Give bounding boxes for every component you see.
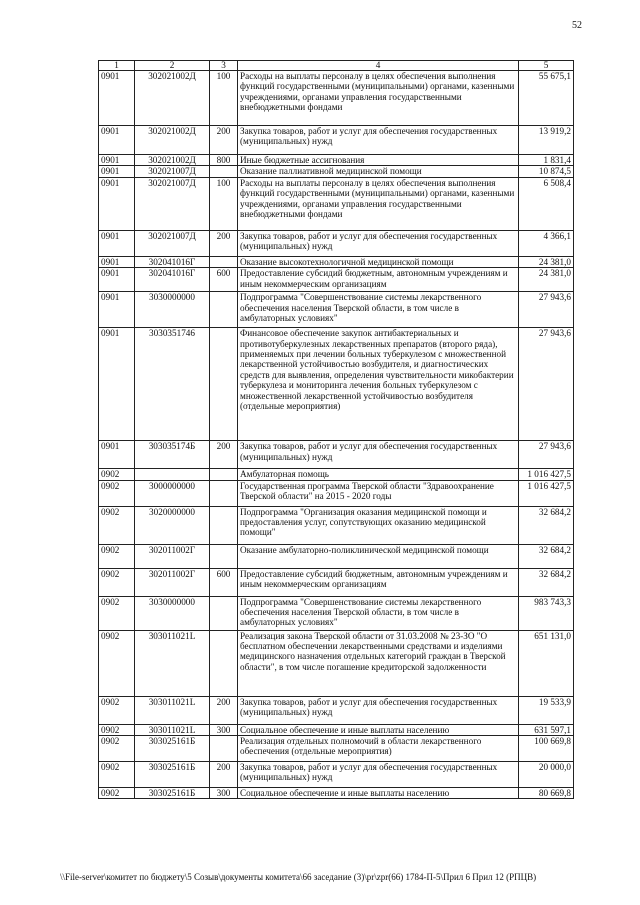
expense-type-code [210, 480, 238, 506]
amount: 24 381,0 [519, 256, 574, 267]
section-code: 0901 [99, 256, 135, 267]
column-header: 1 [99, 61, 135, 71]
expense-type-code: 200 [210, 126, 238, 155]
budget-table [98, 60, 574, 799]
table-row [99, 544, 574, 568]
expense-type-code: 800 [210, 155, 238, 166]
amount: 13 919,2 [519, 126, 574, 155]
table-row [99, 506, 574, 544]
target-article-code: 303011021L [135, 724, 210, 735]
target-article-code: 303025161Б [135, 788, 210, 799]
item-description: Закупка товаров, работ и услуг для обеспечения государственных (муниципальных) нужд [238, 441, 519, 469]
item-description: Расходы на выплаты персоналу в целях обеспечения выполнения функций государственными (муниципальными) органами, казенными учреждениями, органами управления государственными внебюджетными фондами [238, 71, 519, 126]
amount: 10 874,5 [519, 166, 574, 177]
table-row [99, 155, 574, 166]
table-row [99, 177, 574, 230]
section-code: 0901 [99, 126, 135, 155]
file-path-footer: \\File-server\комитет по бюджету\5 Созыв\документы комитета\66 заседание (3)\pr\zpr(66) 1784-П-5\Прил 6 Прил 12 (РПЦВ) [60, 872, 537, 882]
item-description: Социальное обеспечение и иные выплаты населению [238, 788, 519, 799]
expense-type-code [210, 506, 238, 544]
item-description: Реализация закона Тверской области от 31.03.2008 № 23-ЗО "О бесплатном обеспечении лекарственными средствами и изделиями медицинского назначения отдельных категорий граждан в Тверской области", в том числе погашение кредиторской задолженности [238, 630, 519, 696]
target-article-code: 3030351746 [135, 328, 210, 441]
table-row [99, 762, 574, 788]
section-code: 0901 [99, 292, 135, 328]
target-article-code: 302011002Г [135, 568, 210, 596]
section-code: 0902 [99, 696, 135, 724]
amount: 1 831,4 [519, 155, 574, 166]
expense-type-code [210, 544, 238, 568]
table-row [99, 568, 574, 596]
section-code: 0901 [99, 177, 135, 230]
expense-type-code: 600 [210, 568, 238, 596]
table-row [99, 480, 574, 506]
item-description: Оказание паллиативной медицинской помощи [238, 166, 519, 177]
table-row [99, 736, 574, 762]
table-row [99, 596, 574, 630]
item-description: Подпрограмма "Совершенствование системы лекарственного обеспечения населения Тверской области, в том числе в амбулаторных условиях" [238, 292, 519, 328]
table-row [99, 441, 574, 469]
section-code: 0902 [99, 480, 135, 506]
item-description: Закупка товаров, работ и услуг для обеспечения государственных (муниципальных) нужд [238, 230, 519, 256]
table-row [99, 256, 574, 267]
amount: 4 366,1 [519, 230, 574, 256]
expense-type-code: 200 [210, 230, 238, 256]
expense-type-code: 200 [210, 762, 238, 788]
expense-type-code [210, 256, 238, 267]
section-code: 0901 [99, 155, 135, 166]
expense-type-code [210, 630, 238, 696]
amount: 27 943,6 [519, 441, 574, 469]
amount: 983 743,3 [519, 596, 574, 630]
section-code: 0901 [99, 268, 135, 292]
item-description: Подпрограмма "Организация оказания медицинской помощи и предоставления услуг, сопутствующих оказанию медицинской помощи" [238, 506, 519, 544]
target-article-code: 302021007Д [135, 177, 210, 230]
amount: 1 016 427,5 [519, 469, 574, 480]
item-description: Закупка товаров, работ и услуг для обеспечения государственных (муниципальных) нужд [238, 126, 519, 155]
amount: 27 943,6 [519, 328, 574, 441]
target-article-code: 303025161Б [135, 736, 210, 762]
section-code: 0902 [99, 736, 135, 762]
target-article-code: 302021007Д [135, 166, 210, 177]
target-article-code: 302041016Г [135, 256, 210, 267]
target-article-code: 3020000000 [135, 506, 210, 544]
expense-type-code: 300 [210, 724, 238, 735]
item-description: Предоставление субсидий бюджетным, автономным учреждениям и иным некоммерческим организациям [238, 268, 519, 292]
section-code: 0902 [99, 544, 135, 568]
item-description: Государственная программа Тверской области "Здравоохранение Тверской области" на 2015 - 2020 годы [238, 480, 519, 506]
amount: 19 533,9 [519, 696, 574, 724]
expense-type-code: 100 [210, 71, 238, 126]
expense-type-code: 200 [210, 696, 238, 724]
target-article-code: 303011021L [135, 630, 210, 696]
amount: 27 943,6 [519, 292, 574, 328]
amount: 631 597,1 [519, 724, 574, 735]
amount: 100 669,8 [519, 736, 574, 762]
target-article-code: 302041016Г [135, 268, 210, 292]
item-description: Оказание амбулаторно-поликлинической медицинской помощи [238, 544, 519, 568]
column-header: 3 [210, 61, 238, 71]
item-description: Расходы на выплаты персоналу в целях обеспечения выполнения функций государственными (муниципальными) органами, казенными учреждениями, органами управления государственными внебюджетными фондами [238, 177, 519, 230]
table-row [99, 166, 574, 177]
section-code: 0901 [99, 166, 135, 177]
table-row [99, 724, 574, 735]
amount: 651 131,0 [519, 630, 574, 696]
expense-type-code: 300 [210, 788, 238, 799]
section-code: 0902 [99, 506, 135, 544]
target-article-code: 302021002Д [135, 71, 210, 126]
amount: 1 016 427,5 [519, 480, 574, 506]
item-description: Закупка товаров, работ и услуг для обеспечения государственных (муниципальных) нужд [238, 762, 519, 788]
target-article-code: 302021002Д [135, 126, 210, 155]
column-header: 5 [519, 61, 574, 71]
table-row [99, 126, 574, 155]
item-description: Оказание высокотехнологичной медицинской помощи [238, 256, 519, 267]
section-code: 0902 [99, 469, 135, 480]
amount: 55 675,1 [519, 71, 574, 126]
table-row [99, 292, 574, 328]
amount: 32 684,2 [519, 568, 574, 596]
expense-type-code [210, 328, 238, 441]
table-row [99, 630, 574, 696]
amount: 32 684,2 [519, 544, 574, 568]
section-code: 0901 [99, 441, 135, 469]
target-article-code [135, 469, 210, 480]
item-description: Предоставление субсидий бюджетным, автономным учреждениям и иным некоммерческим организациям [238, 568, 519, 596]
item-description: Финансовое обеспечение закупок антибактериальных и противотуберкулезных лекарственных препаратов (второго ряда), применяемых при лечении больных туберкулезом с множественной лекарственной устойчивостью возбудителя, и диагностических средств для выявления, определения чувствительности микобактерии туберкулеза и мониторинга лечения больных туберкулезом с множественной лекарственной устойчивостью возбудителя (отдельные мероприятия) [238, 328, 519, 441]
target-article-code: 302011002Г [135, 544, 210, 568]
section-code: 0902 [99, 596, 135, 630]
section-code: 0901 [99, 71, 135, 126]
section-code: 0901 [99, 230, 135, 256]
column-header: 2 [135, 61, 210, 71]
expense-type-code [210, 469, 238, 480]
item-description: Иные бюджетные ассигнования [238, 155, 519, 166]
section-code: 0902 [99, 762, 135, 788]
page-number: 52 [572, 20, 582, 31]
amount: 6 508,4 [519, 177, 574, 230]
section-code: 0902 [99, 788, 135, 799]
expense-type-code [210, 292, 238, 328]
section-code: 0902 [99, 568, 135, 596]
expense-type-code [210, 166, 238, 177]
target-article-code: 303025161Б [135, 762, 210, 788]
expense-type-code: 600 [210, 268, 238, 292]
item-description: Реализация отдельных полномочий в области лекарственного обеспечения (отдельные мероприятия) [238, 736, 519, 762]
amount: 80 669,8 [519, 788, 574, 799]
target-article-code: 303011021L [135, 696, 210, 724]
expense-type-code: 100 [210, 177, 238, 230]
expense-type-code: 200 [210, 441, 238, 469]
table-row [99, 788, 574, 799]
item-description: Подпрограмма "Совершенствование системы лекарственного обеспечения населения Тверской области, в том числе в амбулаторных условиях" [238, 596, 519, 630]
table-row [99, 328, 574, 441]
table-header-row [99, 61, 574, 71]
item-description: Закупка товаров, работ и услуг для обеспечения государственных (муниципальных) нужд [238, 696, 519, 724]
table-row [99, 268, 574, 292]
table-body [99, 71, 574, 799]
table-row [99, 230, 574, 256]
expense-type-code [210, 736, 238, 762]
expense-type-code [210, 596, 238, 630]
table-row [99, 71, 574, 126]
column-header: 4 [238, 61, 519, 71]
amount: 20 000,0 [519, 762, 574, 788]
target-article-code: 3030000000 [135, 596, 210, 630]
table-row [99, 469, 574, 480]
target-article-code: 302021007Д [135, 230, 210, 256]
section-code: 0901 [99, 328, 135, 441]
section-code: 0902 [99, 724, 135, 735]
section-code: 0902 [99, 630, 135, 696]
item-description: Социальное обеспечение и иные выплаты населению [238, 724, 519, 735]
target-article-code: 302021002Д [135, 155, 210, 166]
amount: 24 381,0 [519, 268, 574, 292]
target-article-code: 3030000000 [135, 292, 210, 328]
item-description: Амбулаторная помощь [238, 469, 519, 480]
table-row [99, 696, 574, 724]
amount: 32 684,2 [519, 506, 574, 544]
target-article-code: 3000000000 [135, 480, 210, 506]
target-article-code: 303035174Б [135, 441, 210, 469]
